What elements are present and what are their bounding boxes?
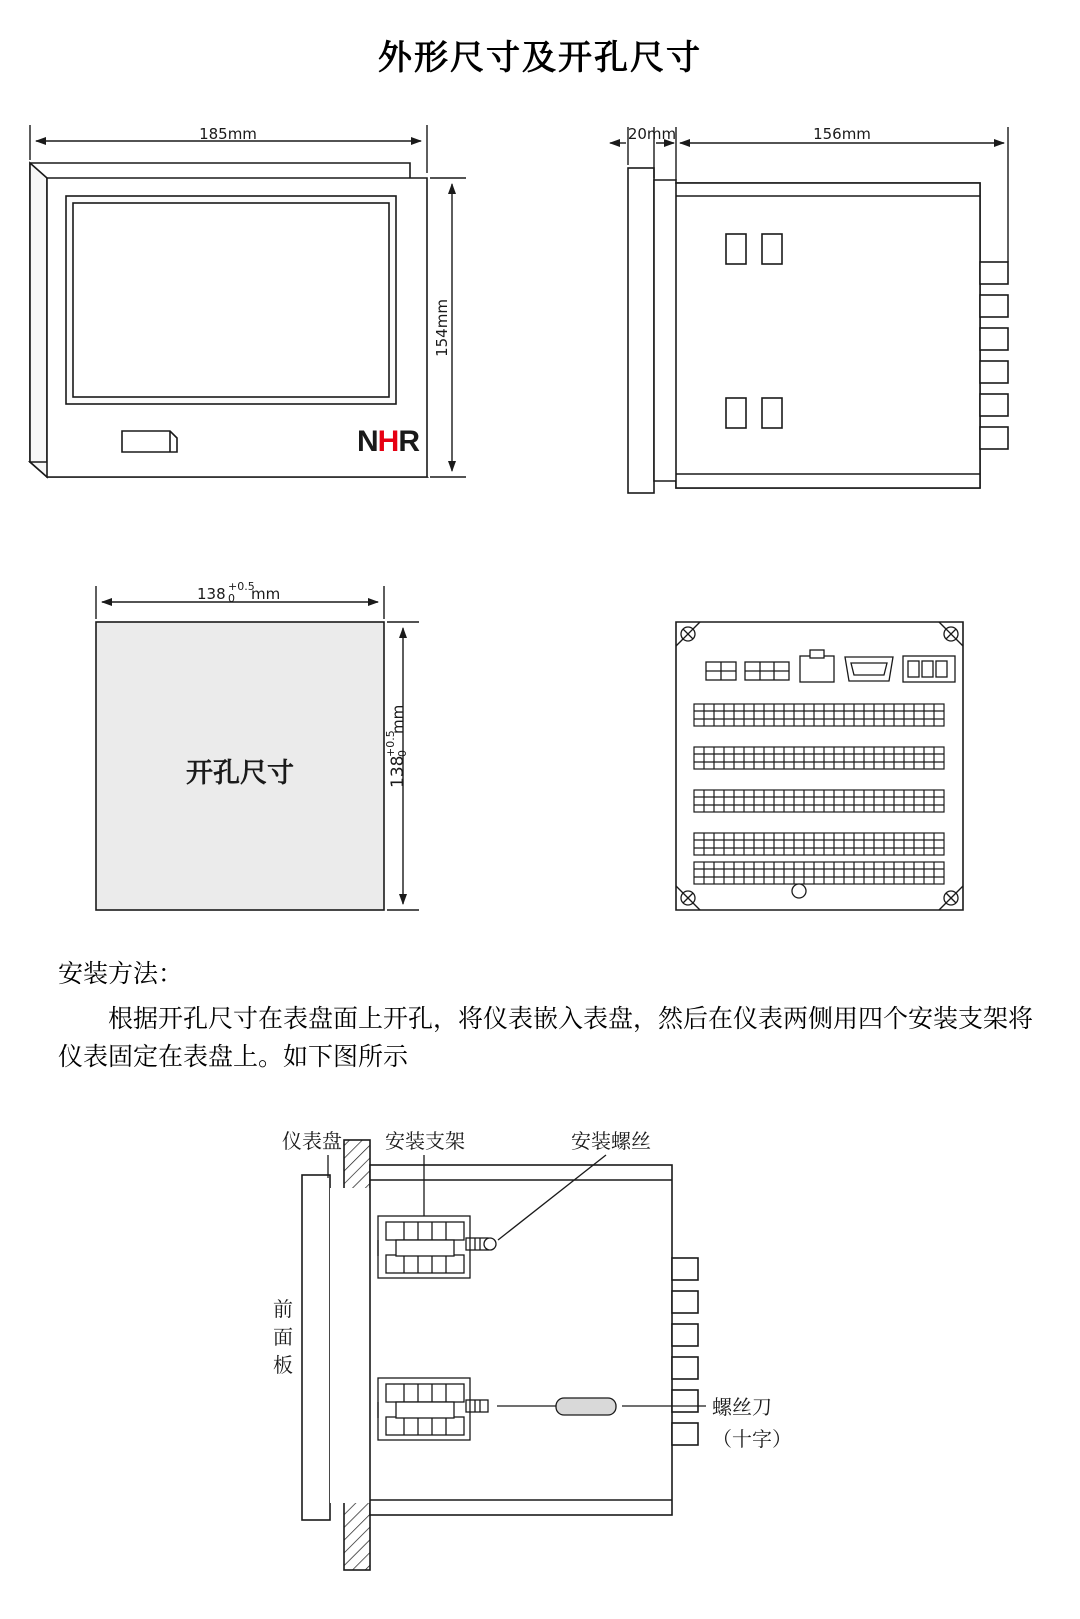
mounting-view-group [302, 1140, 706, 1570]
svg-text:板: 板 [273, 1353, 293, 1377]
front-width-label: 185mm [199, 125, 257, 143]
front-panel-label [273, 1297, 293, 1377]
brand-logo-n: N [357, 425, 378, 458]
screwdriver-label-line1: 螺丝刀 [712, 1395, 772, 1419]
brand-logo-r: R [398, 425, 420, 458]
cutout-center-text: 开孔尺寸 [186, 758, 294, 789]
page-title: 外形尺寸及开孔尺寸 [378, 38, 702, 78]
svg-text:138: 138 [197, 585, 226, 603]
svg-text:mm: mm [251, 585, 281, 603]
svg-text:0: 0 [228, 592, 235, 605]
screw-label: 安装螺丝 [571, 1129, 651, 1153]
svg-text:前: 前 [273, 1297, 293, 1321]
side-view-group [628, 168, 1008, 493]
svg-text:+0.5: +0.5 [384, 730, 397, 757]
svg-text:面: 面 [273, 1325, 293, 1349]
svg-text:138: 138 [388, 755, 408, 788]
side-bezel-label: 20mm [627, 125, 677, 143]
brand-logo [357, 425, 419, 459]
screwdriver-label-line2: （十字） [712, 1427, 792, 1451]
cutout-width-label [197, 580, 280, 605]
side-depth-label: 156mm [813, 125, 871, 143]
install-method-body: 根据开孔尺寸在表盘面上开孔，将仪表嵌入表盘，然后在仪表两侧用四个安装支架将仪表固定在表盘上。如下图所示 [58, 1004, 1034, 1071]
brand-logo-h: H [377, 425, 399, 458]
cutout-height-label [384, 705, 409, 788]
svg-text:+0.5: +0.5 [228, 580, 255, 593]
svg-text:mm: mm [389, 704, 407, 734]
rear-view-group [676, 622, 963, 910]
svg-text:0: 0 [396, 750, 409, 757]
front-height-label: 154mm [433, 299, 451, 357]
install-method-heading: 安装方法： [58, 959, 184, 988]
bracket-label: 安装支架 [385, 1129, 465, 1153]
panel-label: 仪表盘 [282, 1129, 342, 1153]
